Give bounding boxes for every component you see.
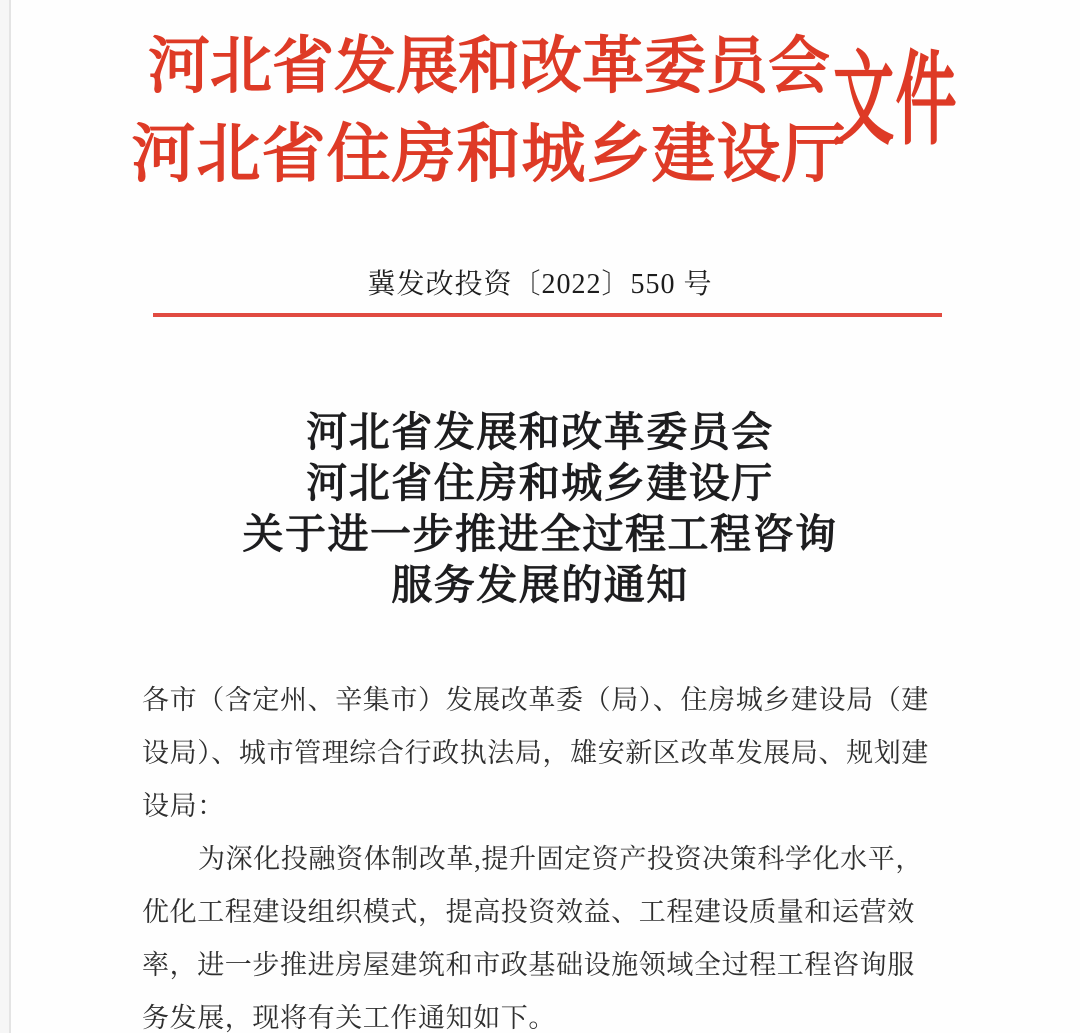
body-line: 务发展，现将有关工作通知如下。 <box>142 1003 556 1033</box>
title-line-2: 河北省住房和城乡建设厅 <box>306 460 774 506</box>
doc-number: 冀发改投资〔2022〕550 号 <box>367 269 713 300</box>
agency-name-line-1: 河北省发展和改革委员会 <box>147 33 830 101</box>
recipients-paragraph <box>142 674 942 833</box>
title-line-1: 河北省发展和改革委员会 <box>306 409 774 455</box>
body-line: 为深化投融资体制改革,提升固定资产投资决策科学化水平， <box>198 844 923 874</box>
body-line: 设局）、城市管理综合行政执法局，雄安新区改革发展局、规划建 <box>142 738 929 768</box>
body-line: 各市（含定州、辛集市）发展改革委（局）、住房城乡建设局（建 <box>142 685 929 715</box>
title-line-3: 关于进一步推进全过程工程咨询 <box>242 511 838 557</box>
letterhead-agency-names <box>118 23 860 199</box>
doc-type-word: 文件 <box>833 45 958 158</box>
intro-paragraph <box>142 833 942 1033</box>
title-line-4: 服务发展的通知 <box>391 562 689 608</box>
body-line: 率，进一步推进房屋建筑和市政基础设施领域全过程工程咨询服 <box>142 950 915 980</box>
body-line: 优化工程建设组织模式，提高投资效益、工程建设质量和运营效 <box>142 897 915 927</box>
agency-name-line-2: 河北省住房和城乡建设厅 <box>131 119 847 190</box>
document-title <box>0 407 1080 611</box>
red-separator-rule <box>153 313 942 317</box>
body-line: 设局： <box>142 791 225 821</box>
document-body <box>142 674 942 1033</box>
